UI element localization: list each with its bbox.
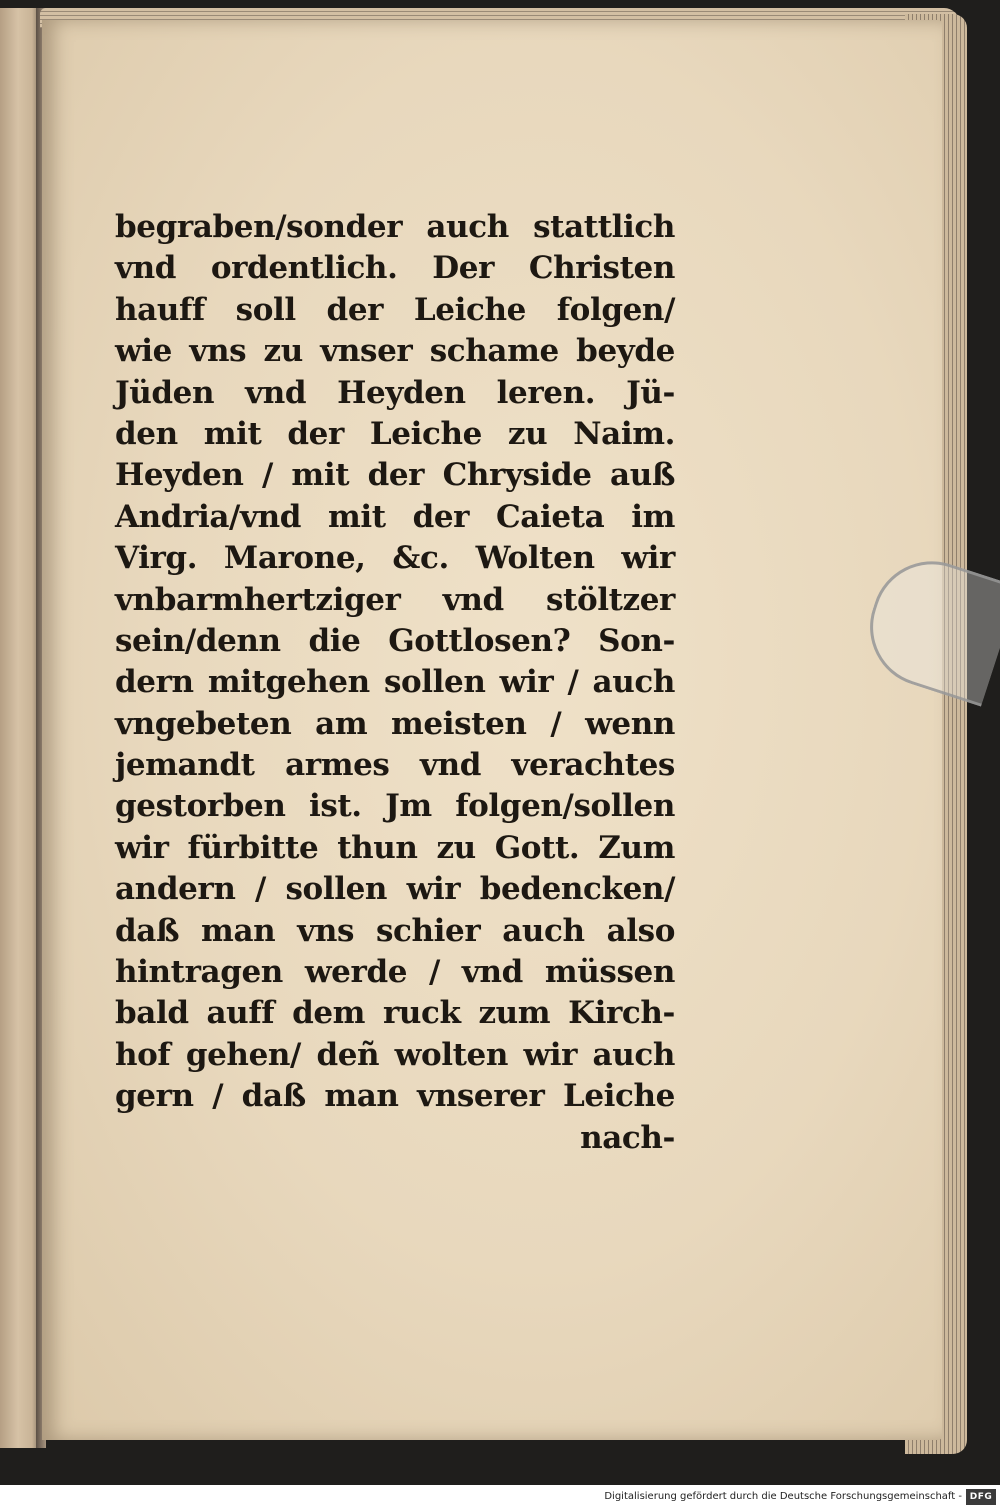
text-line: gern / daß man vnserer Leiche (115, 1078, 675, 1115)
text-line: hauff soll der Leiche folgen/ (115, 291, 675, 328)
text-line: bald auff dem ruck zum Kirch- (115, 995, 675, 1032)
text-line: vnd ordentlich. Der Christen (115, 250, 675, 287)
text-line: vnbarmhertziger vnd stöltzer (115, 581, 675, 618)
text-line: vngebeten am meisten / wenn (115, 705, 675, 742)
text-line: Andria/vnd mit der Caieta im (115, 498, 675, 535)
text-line: dern mitgehen sollen wir / auch (115, 664, 675, 701)
text-line: gestorben ist. Jm folgen/sollen (115, 788, 675, 825)
text-line: sein/denn die Gottlosen? Son- (115, 622, 675, 659)
text-line: Virg. Marone, &c. Wolten wir (115, 540, 675, 577)
funding-credit: Digitalisierung gefördert durch die Deutsche Forschungsgemeinschaft - (604, 1491, 962, 1502)
text-line: daß man vns schier auch also (115, 912, 675, 949)
text-line: wie vns zu vnser schame beyde (115, 333, 675, 370)
dfg-logo-icon: DFG (966, 1489, 996, 1505)
text-line: andern / sollen wir bedencken/ (115, 871, 675, 908)
text-line: hof gehen/ deñ wolten wir auch (115, 1036, 675, 1073)
text-line: Heyden / mit der Chryside auß (115, 457, 675, 494)
text-line: hintragen werde / vnd müssen (115, 954, 675, 991)
text-line: Jüden vnd Heyden leren. Jü- (115, 374, 675, 411)
page-text-block (115, 207, 675, 1159)
text-line: wir fürbitte thun zu Gott. Zum (115, 829, 675, 866)
text-line: jemandt armes vnd verachtes (115, 747, 675, 784)
catchword: nach- (580, 1119, 675, 1156)
text-line: begraben/sonder auch stattlich (115, 209, 675, 245)
text-line: den mit der Leiche zu Naim. (115, 415, 675, 452)
footer-bar (0, 1485, 1000, 1510)
